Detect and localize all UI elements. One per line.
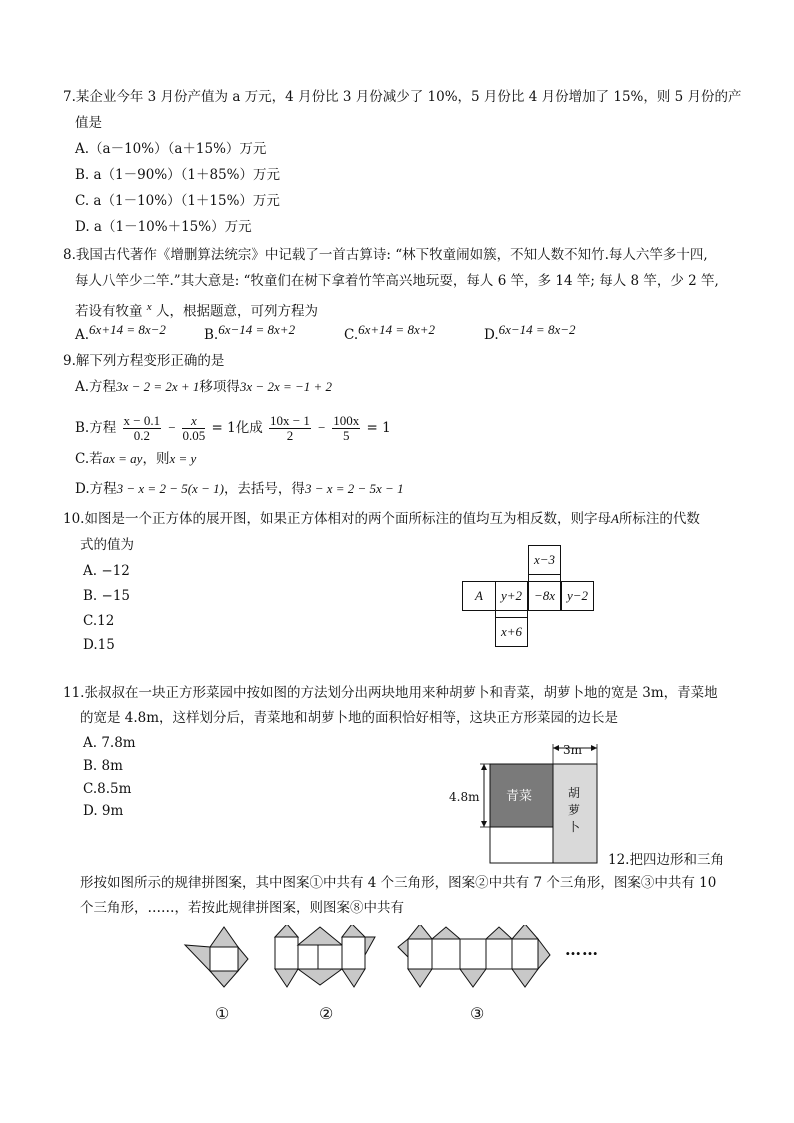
q7-option-c: C. a（1－10%）（1＋15%）万元 [75, 193, 280, 209]
cube-net-figure [462, 545, 597, 647]
q7-option-a: A.（a－10%）（a＋15%）万元 [75, 141, 267, 157]
q9-option-a: A.方程3x − 2 = 2x + 1移项得3x − 2x = −1 + 2 [75, 379, 333, 395]
pattern-drawing [180, 925, 620, 990]
q10-stem-line1: 10.如图是一个正方体的展开图，如果正方体相对的两个面所标注的值均互为相反数，则字母A所标注的代数 [63, 511, 700, 527]
q11-option-b: B. 8m [83, 758, 123, 774]
cube-face-y-plus-2: y+2 [495, 581, 528, 611]
huluobo-char-3: 卜 [568, 820, 581, 834]
q8-stem-line1: 8.我国古代著作《增删算法统宗》中记载了一首古算诗: “林下牧童闹如簇，不知人数不知竹.每人六竿多十四, [63, 247, 708, 263]
qingcai-label: 青菜 [506, 789, 533, 804]
q7-stem-line2: 值是 [75, 115, 102, 131]
q11-option-a: A. 7.8m [83, 735, 136, 751]
continuation-dots: …… [565, 940, 599, 959]
height-label-4-8m: 4.8m [449, 790, 480, 804]
pattern-3 [398, 925, 550, 987]
pattern-label-2: ② [319, 1004, 334, 1023]
pattern-label-1: ① [215, 1004, 230, 1023]
q9-stem: 9.解下列方程变形正确的是 [63, 353, 225, 369]
huluobo-char-1: 胡 [568, 786, 581, 800]
q8-var-x: x [146, 301, 152, 313]
q9-fraction-4: $\frac{100x}{5}$ [333, 413, 360, 443]
q7-option-b: B. a（1－90%）（1＋85%）万元 [75, 167, 280, 183]
q9-fraction-2: $\frac{x}{0.05}$ [182, 413, 206, 443]
width-label-3m: 3m [563, 743, 583, 757]
q8-stem-line2: 每人八竿少二竿.”其大意是: “牧童们在树下拿着竹竿高兴地玩耍，每人 6 竿，多 14 竿; 每人 8 竿，少 2 竿, [75, 273, 719, 289]
q9-option-c: C.若ax = ay，则x = y [75, 451, 197, 467]
q10-option-d: D.15 [83, 637, 115, 653]
cube-face-top: x−3 [528, 545, 561, 575]
cube-face-minus-8x: −8x [528, 581, 561, 611]
q9-option-d: D.方程3 − x = 2 − 5(x − 1)，去括号，得3 − x = 2 − 5x − 1 [75, 481, 404, 497]
garden-figure [445, 738, 605, 868]
pattern-1 [185, 927, 248, 987]
q11-option-c: C.8.5m [83, 781, 132, 797]
pattern-label-3: ③ [470, 1004, 485, 1023]
q12-stem-line3: 个三角形，……，若按此规律拼图案，则图案⑧中共有 [80, 900, 404, 916]
q9-fraction-3: $\frac{10x - 1}{2}$ [270, 413, 310, 443]
cube-face-y-minus-2: y−2 [561, 581, 594, 611]
q10-option-b: B. −15 [83, 588, 130, 604]
q11-stem-line2: 的宽是 4.8m，这样划分后，青菜地和胡萝卜地的面积恰好相等，这块正方形菜园的边长是 [80, 710, 619, 726]
q8-option-b: B.6x−14 = 8x+2 [204, 322, 296, 343]
q11-stem-line1: 11.张叔叔在一块正方形菜园中按如图的方法划分出两块地用来种胡萝卜和青菜，胡萝卜地的宽是 3m，青菜地 [63, 685, 718, 701]
q10-option-a: A. −12 [83, 563, 130, 579]
q12-stem-line1: 12.把四边形和三角 [608, 852, 724, 868]
q8-option-a: A.6x+14 = 8x−2 [75, 322, 166, 343]
pattern-2 [275, 925, 375, 987]
q7-stem-line1: 7.某企业今年 3 月份产值为 a 万元，4 月份比 3 月份减少了 10%，5 月份比 4 月份增加了 15%，则 5 月份的产 [63, 89, 742, 105]
q10-option-c: C.12 [83, 613, 115, 629]
q8-option-c: C.6x+14 = 8x+2 [344, 322, 435, 343]
cube-face-a: A [462, 581, 496, 611]
pattern-figure [180, 925, 620, 1025]
q7-option-d: D. a（1－10%＋15%）万元 [75, 219, 252, 235]
q8-option-d: D.6x−14 = 8x−2 [484, 322, 576, 343]
q10-stem-line2: 式的值为 [80, 537, 134, 553]
q9-option-b: B.方程 $\frac{x - 0.1}{0.2}$ − $\frac{x}{0.05}$ = 1化成 $\frac{10x - 1}{2}$ − $\frac{100x}{5}$ = 1 [75, 413, 391, 443]
cube-face-bottom: x+6 [495, 617, 528, 647]
q8-stem-line3: 若设有牧童 $^x$ 人，根据题意，可列方程为 [75, 301, 318, 320]
huluobo-char-2: 萝 [568, 803, 581, 817]
q9-fraction-1: $\frac{x - 0.1}{0.2}$ [123, 413, 161, 443]
q11-option-d: D. 9m [83, 803, 124, 819]
q12-stem-line2: 形按如图所示的规律拼图案，其中图案①中共有 4 个三角形，图案②中共有 7 个三角形，图案③中共有 10 [80, 875, 717, 891]
